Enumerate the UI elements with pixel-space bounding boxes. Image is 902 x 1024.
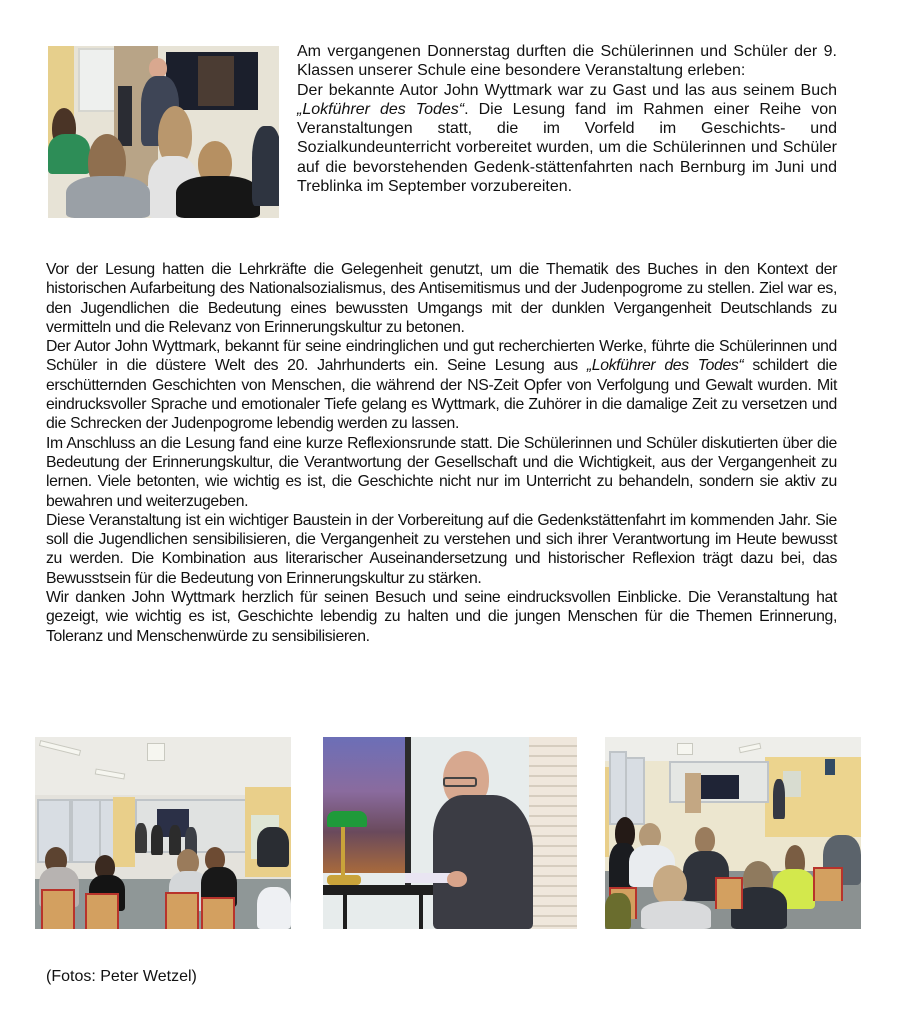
body-paragraph-4: Diese Veranstaltung ist ein wichtiger Baustein in der Vorbereitung auf die Gedenkstättenfahrt im kommenden Jahr. Sie soll die Jugendlichen sensibilisieren, die Vergangenheit zu verstehen und sich ihrer Verantwortung im Heute bewusst zu werden. Die Kombination aus literarischer Auseinandersetzung und historischer Reflexion trägt dazu bei, das Bewusstsein für die Bedeutung von Erinnerungskultur zu stärken. (46, 511, 837, 587)
photo-author-reading (323, 737, 577, 929)
body-paragraph-2 (46, 337, 837, 433)
photo-classroom-front (35, 737, 291, 929)
book-title: „Lokführer des Todes“ (297, 100, 465, 118)
intro-paragraph-1: Am vergangenen Donnerstag durften die Schülerinnen und Schüler der 9. Klassen unserer Schule eine besondere Veranstaltung erleben: (297, 43, 837, 80)
intro-text-before-book: Der bekannte Autor John Wyttmark war zu Gast und las aus seinem Buch (297, 81, 837, 99)
article-body (46, 260, 837, 646)
body-text-after-book: schildert die erschütternden Geschichten von Menschen, die während der NS-Zeit Opfer von Verfolgung und Gewalt wurden. Mit eindrucksvoller Sprache und emotionaler Tiefe gelang es Wyttmark, die Zuhörer in die damalige Zeit zu versetzen und die Schrecken der Judenpogrome lebendig werden zu lassen. (46, 357, 838, 433)
book-title: „Lokführer des Todes“ (586, 357, 744, 375)
photo-audience-listening (605, 737, 861, 929)
intro-paragraph-2 (297, 81, 837, 197)
body-paragraph-3: Im Anschluss an die Lesung fand eine kurze Reflexionsrunde statt. Die Schülerinnen und Schüler diskutierten über die Bedeutung der Erinnerungskultur, die Verantwortung der Gesellschaft und die Wichtigkeit, aus der Vergangenheit zu lernen. Viele betonten, wie wichtig es ist, die Geschichte nicht nur im Unterricht zu behandeln, sondern sie aktiv zu bewahren und weiterzugeben. (46, 434, 837, 510)
intro-text-after-book: . Die Lesung fand im Rahmen einer Reihe von Veranstaltungen statt, die im Vorfeld im Geschichts- und Sozialkundeunterricht vorbereitet wurden, um die Schülerinnen und Schüler auf die bevorstehenden Gedenk-stättenfahrten nach Bernburg im Juni und Treblinka im September vorzubereiten. (297, 100, 838, 196)
body-text-before-book: Der Autor John Wyttmark, bekannt für seine eindringlichen und gut recherchierten Werke, führte die Schülerinnen und Schüler in die düstere Welt des 20. Jahrhunderts ein. Seine Lesung aus (46, 338, 837, 375)
intro-text (297, 42, 837, 196)
body-paragraph-5: Wir danken John Wyttmark herzlich für seinen Besuch und seine eindrucksvollen Einblicke. Die Veranstaltung hat gezeigt, wie wichtig es ist, Geschichte lebendig zu halten und die jungen Menschen für die Themen Erinnerung, Toleranz und Menschenwürde zu sensibilisieren. (46, 589, 837, 645)
photo-credits: (Fotos: Peter Wetzel) (46, 968, 197, 985)
photo-author-presenting (48, 46, 279, 218)
body-paragraph-1: Vor der Lesung hatten die Lehrkräfte die Gelegenheit genutzt, um die Thematik des Buches in den Kontext der historischen Aufarbeitung des Nationalsozialismus, des Antisemitismus und der Judenpogrome zu stellen. Ziel war es, den Jugendlichen die Bedeutung eines bewussten Umgangs mit der dunklen Vergangenheit Deutschlands zu vermitteln und die Relevanz von Erinnerungskultur zu betonen. (46, 261, 837, 336)
